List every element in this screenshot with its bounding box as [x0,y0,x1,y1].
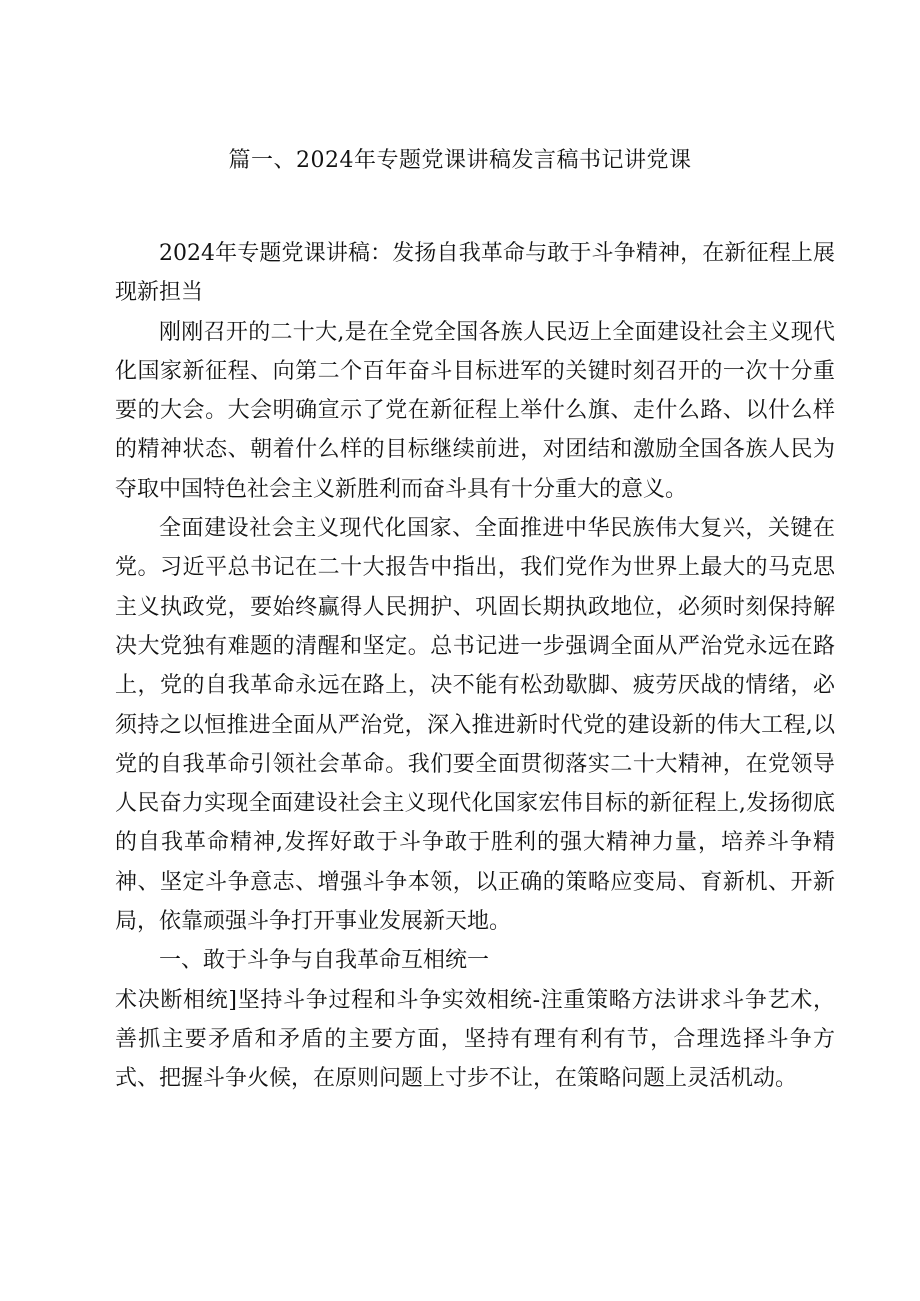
paragraph-continuation: 术决断相统]坚持斗争过程和斗争实效相统-注重策略方法讲求斗争艺术，善抓主要矛盾和矛盾的主要方面，坚持有理有利有节，合理选择斗争方式、把握斗争火候，在原则问题上寸步不让，在策略问题上灵活机动。 [115,987,835,1092]
section-heading: 一、敢于斗争与自我革命互相统一 [159,948,490,974]
document-body [115,234,835,1099]
paragraph-main: 全面建设社会主义现代化国家、全面推进中华民族伟大复兴，关键在党。习近平总书记在二十大报告中指出，我们党作为世界上最大的马克思主义执政党，要始终赢得人民拥护、巩固长期执政地位，必须时刻保持解决大党独有难题的清醒和坚定。总书记进一步强调全面从严治党永远在路上，党的自我革命永远在路上，决不能有松劲歇脚、疲劳厌战的情绪，必须持之以恒推进全面从严治党，深入推进新时代党的建设新的伟大工程,以党的自我革命引领社会革命。我们要全面贯彻落实二十大精神，在党领导人民奋力实现全面建设社会主义现代化国家宏伟目标的新征程上,发扬彻底的自我革命精神,发挥好敢于斗争敢于胜利的强大精神力量，培养斗争精神、坚定斗争意志、增强斗争本领，以正确的策略应变局、育新机、开新局，依靠顽强斗争打开事业发展新天地。 [115,516,835,935]
document-title: 篇一、2024年专题党课讲稿发言稿书记讲党课 [228,148,692,173]
paragraph-subtitle: 2024年专题党课讲稿：发扬自我革命与敢于斗争精神，在新征程上展现新担当 [115,241,835,306]
paragraph-intro: 刚刚召开的二十大,是在全党全国各族人民迈上全面建设社会主义现代化国家新征程、向第二个百年奋斗目标进军的关键时刻召开的一次十分重要的大会。大会明确宣示了党在新征程上举什么旗、走什么路、以什么样的精神状态、朝着什么样的目标继续前进，对团结和激励全国各族人民为夺取中国特色社会主义新胜利而奋斗具有十分重大的意义。 [115,319,835,502]
